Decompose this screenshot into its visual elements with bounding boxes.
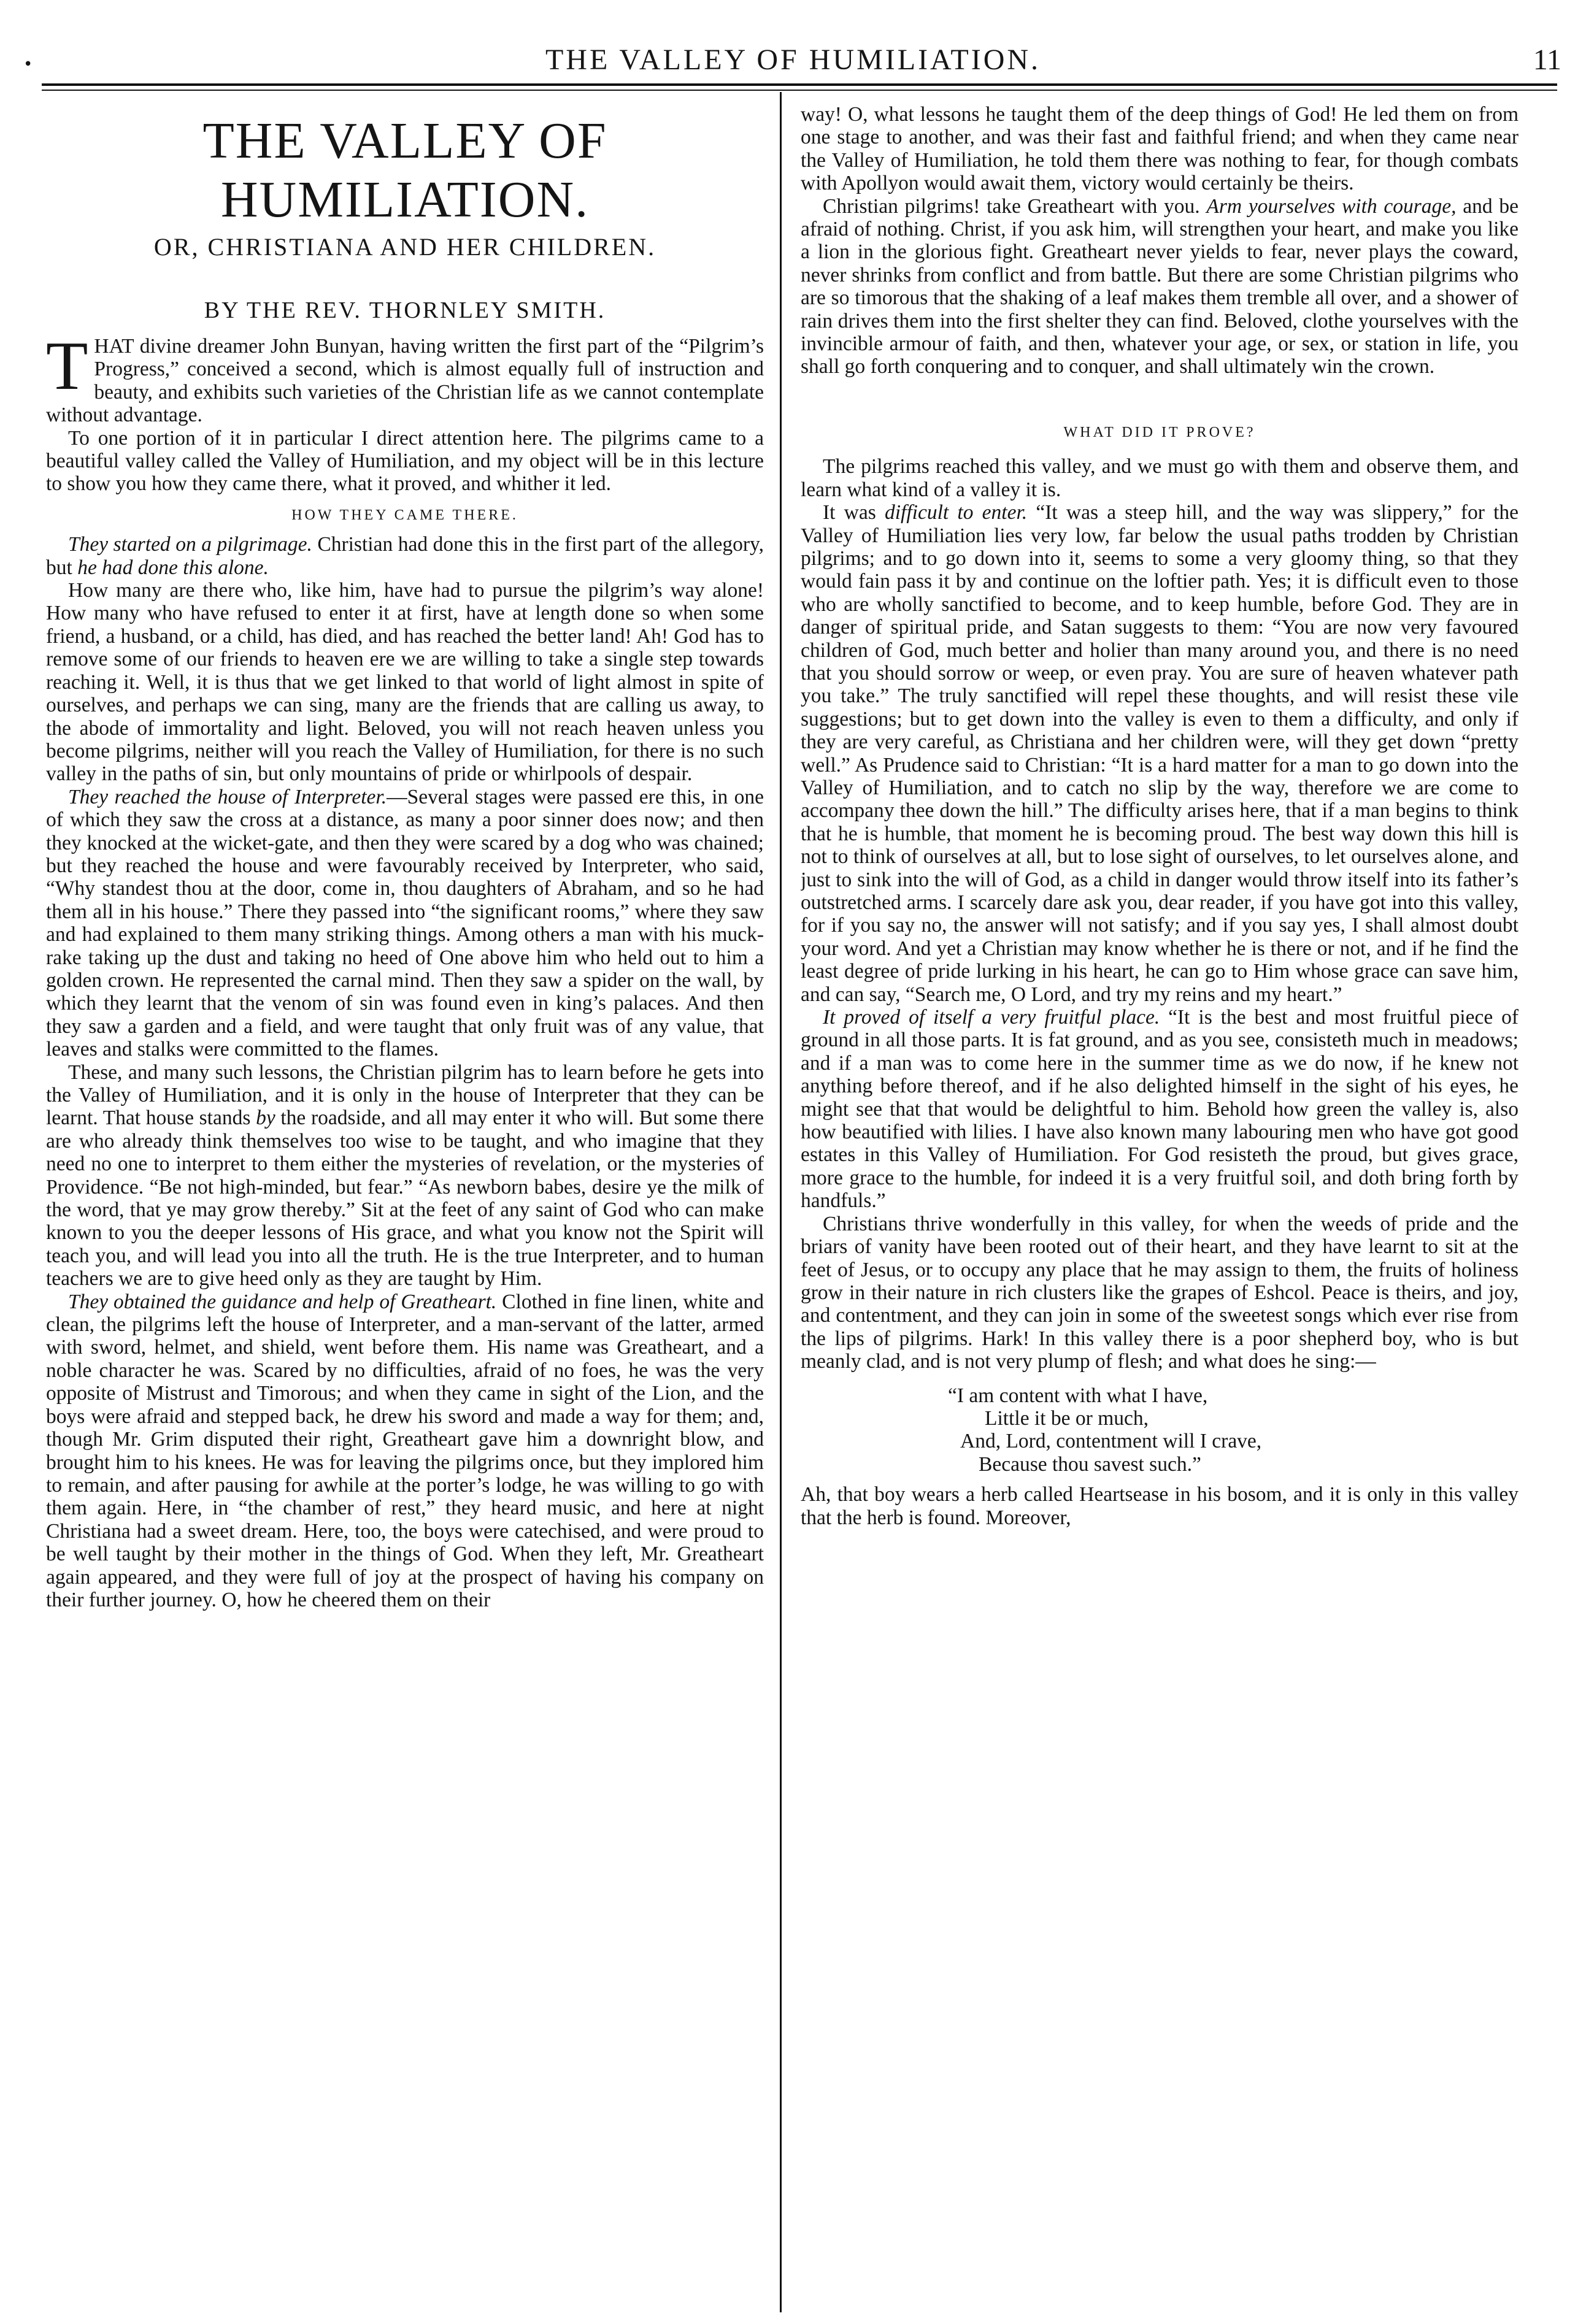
s1-p1-lead: They started on a pilgrimage. bbox=[68, 533, 312, 556]
r-paragraph-7: Ah, that boy wears a herb called Heartsease in his bosom, and it is only in this valley that the herb is found. Moreover, bbox=[801, 1483, 1519, 1529]
article-title: THE VALLEY OF HUMILIATION. bbox=[202, 112, 607, 228]
r-paragraph-3: The pilgrims reached this valley, and we must go with them and observe them, and learn what kind of a valley it is. bbox=[801, 455, 1519, 501]
r-p5-text: “It is the best and most fruitful piece of ground in all those parts. It is fat ground, and as you see, consisteth much in meadows; and if a man was to come here in the summer time as we do now, if he knew not anything before thereof, and if he also delighted himself in the sight of his eyes, he might see that that would be delightful to him. Behold how green the valley is, also how beautified with lilies. I have also known many labouring men who have got good estates in this Valley of Humiliation. For God resisteth the proud, but gives grace, more grace to the humble, for indeed it is a very fruitful soil, and doth bring forth by handfuls.” bbox=[801, 1006, 1519, 1213]
r-p2-text-a: Christian pilgrims! take Greatheart with you. bbox=[823, 194, 1207, 218]
r-p2-text-b: and be afraid of nothing. Christ, if you ask him, will strengthen your heart, and make you like a lion in the glorious fight. Greatheart never yields to fear, never plays the coward, never shrinks from conflict and from battle. But there are some Christian pilgrims who are so timorous that the shaking of a leaf makes them tremble all over, and a shower of rain drives them into the first shelter they can find. Beloved, clothe yourselves with the invincible armour of faith, and then, whatever your age, or sex, or station in life, you shall go forth conquering and to conquer, and shall ultimately win the crown. bbox=[801, 194, 1519, 378]
right-column bbox=[801, 103, 1519, 2317]
page-number: 11 bbox=[1533, 44, 1561, 76]
header-rule-thin bbox=[42, 90, 1557, 91]
s1-p3-lead: They reached the house of Interpreter. bbox=[68, 785, 387, 808]
poem-line: “I am content with what I have, bbox=[948, 1384, 1208, 1407]
r-paragraph-6: Christians thrive wonderfully in this valley, for when the weeds of pride and the briars of vanity have been rooted out of their heart, and they have learnt to sit at the feet of Jesus, or to occupy any place that he may assign to them, the fruits of holiness grow in their nature in rich clusters like the grapes of Eshcol. Peace is theirs, and joy, and contentment, and they can join in some of the sweetest songs which ever rise from the lips of pilgrims. Hark! In this valley there is a poor shepherd boy, who is but meanly clad, and is not very plump of flesh; and what does he sing:— bbox=[801, 1212, 1519, 1373]
header-rule-thick bbox=[42, 83, 1557, 86]
section-heading-what-did-it-prove: WHAT DID IT PROVE? bbox=[1063, 424, 1256, 440]
left-column bbox=[46, 98, 764, 2318]
running-head bbox=[0, 43, 1586, 80]
r-p4-text-a: It was bbox=[823, 501, 885, 524]
intro-1-text: HAT divine dreamer John Bunyan, having written the first part of the “Pilgrim’s Progress,” conceived a second, which is almost equally full of instruction and beauty, and exhibits such varieties of the Christian life as we cannot contemplate without advantage. bbox=[46, 335, 764, 427]
s1-paragraph-2: How many are there who, like him, have had to pursue the pilgrim’s way alone! How many who have refused to enter it at first, have at length done so when some friend, a husband, or a child, has died, and has reached the better land! Ah! God has to remove some of our friends to heaven ere we are willing to take a single step towards reaching it. Well, it is thus that we get linked to that world of light almost in spite of ourselves, and perhaps we can sing, many are the friends that are calling us away, to the abode of immortality and light. Beloved, you will not reach heaven unless you become pilgrims, neither will you reach the Valley of Humiliation, for there is no such valley in the paths of sin, but only mountains of pride or whirlpools of despair. bbox=[46, 579, 764, 786]
r-paragraph-4 bbox=[801, 501, 1519, 1006]
s1-paragraph-4 bbox=[46, 1061, 764, 1290]
s1-paragraph-5 bbox=[46, 1290, 764, 1612]
article-subtitle: OR, CHRISTIANA AND HER CHILDREN. bbox=[153, 233, 656, 261]
running-title: THE VALLEY OF HUMILIATION. bbox=[545, 44, 1041, 76]
s1-paragraph-3 bbox=[46, 786, 764, 1061]
s1-paragraph-1 bbox=[46, 533, 764, 579]
article-byline: BY THE REV. THORNLEY SMITH. bbox=[204, 297, 606, 323]
poem-line: And, Lord, contentment will I crave, bbox=[960, 1430, 1262, 1453]
r-p4-text-b: “It was a steep hill, and the way was slippery,” for the Valley of Humiliation lies very low, far below the usual paths trodden by Christian pilgrims; and to go down into it, seems to some a very gloomy thing, so that they would fain pass it by and continue on the loftier path. Yes; it is difficult even to those who are wholly sanctified to become, and to keep humble, before God. They are in danger of spiritual pride, and Satan suggests to them: “You are now very favoured children of God, much better and holier than many around you, and there is no need that you should sorrow or weep, or even pray. You are sure of heaven whatever path you take.” The truly sanctified will repel these thoughts, and will resist these vile suggestions; but to get down into the valley is even to them a difficulty, and only if they are very careful, as Christiana and her children were, will they get down “pretty well.” As Prudence said to Christian: “It is a hard matter for a man to go down into the Valley of Humiliation, and to catch no slip by the way, therefore we are come to accompany thee down the hill.” The difficulty arises here, that if a man begins to think that he is humble, that moment he is becoming proud. The best way down this hill is not to think of ourselves at all, but to lose sight of ourselves, to let ourselves alone, and just to sink into the will of God, as a child in danger would throw itself into its father’s outstretched arms. I scarcely dare ask you, dear reader, if you have got into this valley, for if you say no, the answer will not satisfy; and if you say yes, I shall almost doubt your word. And yet a Christian may know whether he is there or not, and if he find the least degree of pride lurking in his heart, he can go to Him whose grace can save him, and can say, “Search me, O Lord, and try my reins and my heart.” bbox=[801, 501, 1519, 1006]
s1-p5-lead: They obtained the guidance and help of Greatheart. bbox=[68, 1290, 497, 1313]
s1-p1-text: Christian had done this in the first part of the allegory, but bbox=[46, 533, 764, 579]
drop-cap: T bbox=[46, 328, 88, 404]
r-p5-lead: It proved of itself a very fruitful place. bbox=[823, 1006, 1160, 1029]
s1-p4-text-a: These, and many such lessons, the Christian pilgrim has to learn before he gets into the Valley of Humiliation, and it is only in the house of Interpreter that they can be learnt. That house stands bbox=[46, 1060, 764, 1130]
intro-paragraph-1 bbox=[46, 328, 764, 427]
s1-p3-text: —Several stages were passed ere this, in one of which they saw the cross at a distance, as many a poor sinner does now; and then they knocked at the wicket-gate, and then they were scared by a dog who was chained; but they reached the house and were favourably received by Interpreter, who said, “Why standest thou at the door, come in, thou daughters of Abraham, and so he had them all in his house.” There they passed into “the significant rooms,” where they saw and had explained to them many striking things. Among others a man with his muck-rake taking up the dust and taking no heed of One above him who held out to him a golden crown. He represented the carnal mind. Then they saw a spider on the wall, by which they learnt that the venom of sin was found even in king’s palaces. And then they saw a garden and a field, and were taught that only fruit was of any value, that leaves and stalks were committed to the flames. bbox=[46, 785, 764, 1061]
section-heading-how-they-came: HOW THEY CAME THERE. bbox=[291, 507, 518, 523]
column-divider bbox=[780, 92, 782, 2312]
s1-p1-emphasis: he had done this alone. bbox=[77, 556, 269, 579]
r-paragraph-2 bbox=[801, 195, 1519, 378]
margin-bullet: • bbox=[23, 55, 33, 74]
poem-block bbox=[801, 1384, 1519, 1476]
s1-p4-emphasis: by bbox=[256, 1106, 275, 1130]
poem-line: Little it be or much, bbox=[985, 1406, 1149, 1430]
r-p4-emphasis: difficult to enter. bbox=[884, 501, 1028, 524]
r-p2-emphasis: Arm yourselves with courage, bbox=[1206, 194, 1457, 218]
r-paragraph-5 bbox=[801, 1006, 1519, 1213]
r-paragraph-1: way! O, what lessons he taught them of the deep things of God! He led them on from one stage to another, and was their fast and faithful friend; and when they came near the Valley of Humiliation, he told them there was nothing to fear, for though combats with Apollyon would await them, victory would certainly be theirs. bbox=[801, 103, 1519, 195]
s1-p5-text: Clothed in fine linen, white and clean, the pilgrims left the house of Interpreter, and a man-servant of the latter, armed with sword, helmet, and shield, went before them. His name was Greatheart, and a noble character he was. Scared by no difficulties, afraid of no foes, he was the very opposite of Mistrust and Timorous; and when they came in sight of the Lion, and the boys were afraid and stepped back, he drew his sword and made a way for them; and, though Mr. Grim disputed their right, Greatheart gave him a downright blow, and brought him to his knees. He was for leaving the pilgrims once, but they implored him to remain, and after pausing for awhile at the porter’s lodge, he was willing to go with them again. Here, in “the chamber of rest,” they heard music, and here at night Christiana had a sweet dream. Here, too, the boys were catechised, and were proud to be well taught by their mother in the things of God. When they left, Mr. Greatheart again appeared, and they were full of joy at the prospect of having his company on their further journey. O, how he cheered them on their bbox=[46, 1290, 764, 1611]
s1-p4-text-b: the roadside, and all may enter it who will. But some there are who already think themselves too wise to be taught, and who imagine that they need no one to interpret to them either the mysteries of revelation, or the mysteries of Providence. “Be not high-minded, but fear.” “As newborn babes, desire ye the milk of the word, that ye may grow thereby.” Sit at the feet of any saint of God who can make known to you the deeper lessons of His grace, and what you know not the Spirit will teach you, and will lead you into all the truth. He is the true Interpreter, and to human teachers we are to give heed only as they are taught by Him. bbox=[46, 1106, 764, 1290]
intro-paragraph-2: To one portion of it in particular I direct attention here. The pilgrims came to a beautiful valley called the Valley of Humiliation, and my object will be in this lecture to show you how they came there, what it proved, and whither it led. bbox=[46, 426, 764, 496]
poem-line: Because thou savest such.” bbox=[979, 1452, 1201, 1476]
